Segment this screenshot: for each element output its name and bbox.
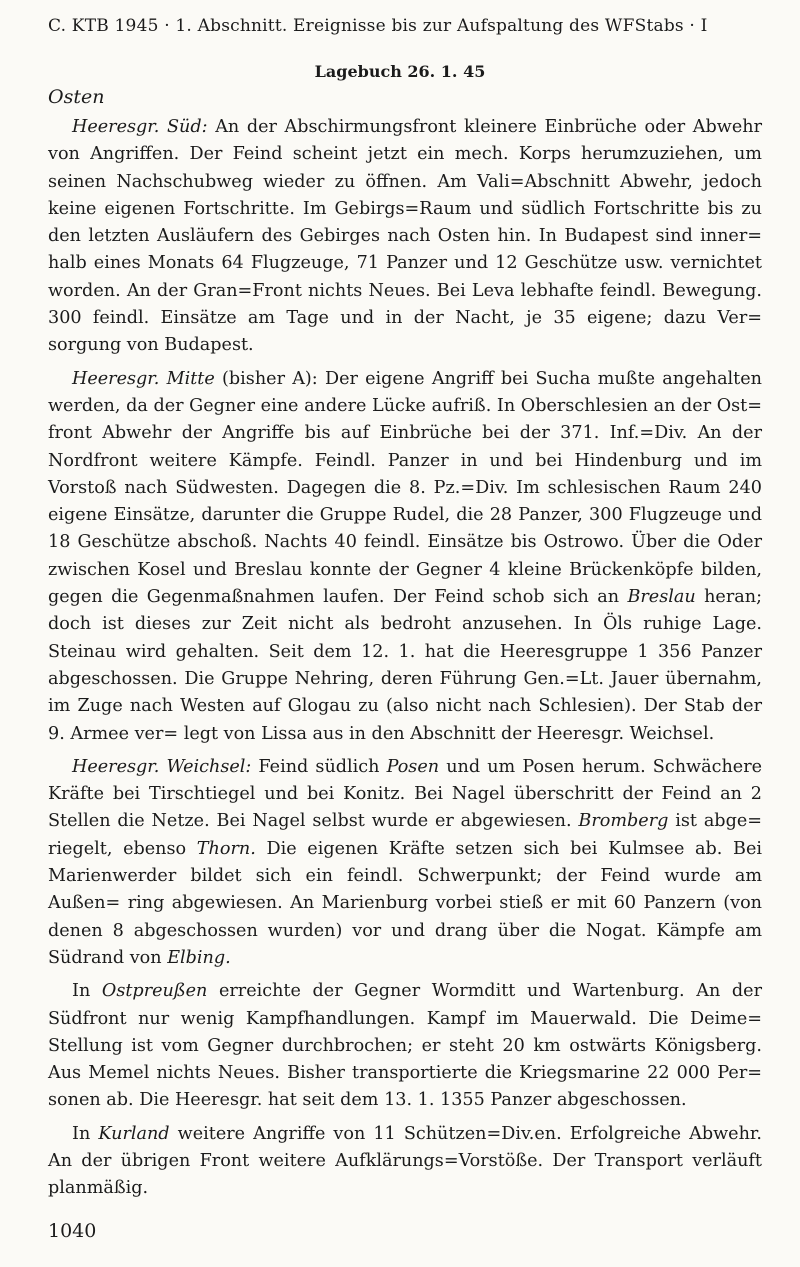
paragraph-text: ist abge= riegelt, ebenso [48,811,762,859]
place-name: Posen [386,756,440,777]
paragraph-text: heran; doch ist dieses zur Zeit nicht als bedroht anzusehen. In Öls ruhige Lage. Steinau wird gehalten. Seit dem 12. 1. hat die Heeresgruppe 1 356 Panzer abgeschossen. Die Gruppe Nehring, deren Führung Gen.=Lt. Jauer übernahm, im Zuge nach Westen auf Glogau zu (also nicht nach Schlesien). Der Stab der 9. Armee ver= legt von Lissa aus in den Abschnitt der Heeresgr. Weichsel. [48,587,762,744]
paragraph-lead: Heeresgr. Süd: [72,117,208,137]
paragraph-heeresgr-weichsel [48,754,762,972]
paragraph-text: In [72,1123,99,1144]
paragraph-text: (bisher A): Der eigene Angriff bei Sucha mußte angehalten werden, da der Gegner eine andere Lücke aufriß. In Oberschlesien an der Ost= front Abwehr der Angriffe bis auf Einbrüche bei der 371. Inf.=Div. An der Nordfront weitere Kämpfe. Feindl. Panzer in und bei Hindenburg und im Vorstoß nach Südwesten. Dagegen die 8. Pz.=Div. Im schlesischen Raum 240 eigene Einsätze, darunter die Gruppe Rudel, die 28 Panzer, 300 Flugzeuge und 18 Geschütze abschoß. Nachts 40 feindl. Einsätze bis Ostrowo. Über die Oder zwischen Kosel und Breslau konnte der Gegner 4 kleine Brückenköpfe bilden, gegen die Gegenmaßnahmen laufen. Der Feind schob sich an [48,368,762,608]
paragraph-lead: Heeresgr. Weichsel: [72,756,252,777]
place-name: Breslau [627,587,696,608]
place-name: Kurland [98,1123,170,1144]
paragraph-kurland [48,1121,762,1203]
paragraph-text: An der Abschirmungsfront kleinere Einbrüche oder Abwehr von Angriffen. Der Feind scheint jetzt ein mech. Korps herumzuziehen, um seinen Nachschubweg wieder zu öffnen. Am Vali=Abschnitt Abwehr, jedoch keine eigenen Fortschritte. Im Gebirgs=Raum und südlich Fortschritte bis zu den letzten Ausläufern des Gebirges nach Osten hin. In Budapest sind inner= halb eines Monats 64 Flugzeuge, 71 Panzer und 12 Geschütze usw. vernichtet worden. An der Gran=Front nichts Neues. Bei Leva lebhafte feindl. Bewegung. 300 feindl. Einsätze am Tage und in der Nacht, je 35 eigene; dazu Ver= sorgung von Budapest. [48,117,762,356]
running-head: C. KTB 1945 · 1. Abschnitt. Ereignisse bis zur Aufspaltung des WFStabs · I [48,16,708,36]
paragraph-text: weitere Angriffe von 11 Schützen=Div.en. Erfolgreiche Abwehr. An der übrigen Front weitere Aufklärungs=Vorstöße. Der Transport verläuft planmäßig. [48,1123,762,1199]
page-number: 1040 [48,1220,97,1242]
place-name: Bromberg [578,811,669,832]
section-heading: Osten [48,86,105,108]
paragraph-text: erreichte der Gegner Wormditt und Wartenburg. An der Südfront nur wenig Kampfhandlungen. Kampf im Mauerwald. Die Deime= Stellung ist vom Gegner durchbrochen; er steht 20 km ostwärts Königsberg. Aus Memel nichts Neues. Bisher transportierte die Kriegsmarine 22 000 Per= sonen ab. Die Heeresgr. hat seit dem 13. 1. 1355 Panzer abgeschossen. [48,981,763,1111]
paragraph-text: und um Posen herum. Schwächere Kräfte bei Tirschtiegel und bei Konitz. Bei Nagel überschritt der Feind an 2 Stellen die Netze. Bei Nagel selbst wurde er abgewiesen. [48,756,763,832]
paragraph-heeresgr-sued [48,114,762,360]
paragraph-text: In [72,981,102,1002]
place-name: Thorn. [196,838,256,859]
paragraph-heeresgr-mitte [48,366,762,748]
paragraph-ostpreussen [48,978,762,1114]
paragraph-lead: Heeresgr. Mitte [72,368,215,389]
place-name: Ostpreußen [101,981,208,1002]
body-text [48,114,762,1209]
place-name: Elbing. [167,947,231,968]
paragraph-text: Die eigenen Kräfte setzen sich bei Kulmsee ab. Bei Marienwerder bildet sich ein feindl. Schwerpunkt; der Feind wurde am Außen= ring abgewiesen. An Marienburg vorbei stieß er mit 60 Panzern (von denen 8 abgeschossen wurden) vor und drang über die Nogat. Kämpfe am Südrand von [48,838,763,968]
paragraph-text: Feind südlich [251,756,387,777]
document-title: Lagebuch 26. 1. 45 [314,62,486,81]
